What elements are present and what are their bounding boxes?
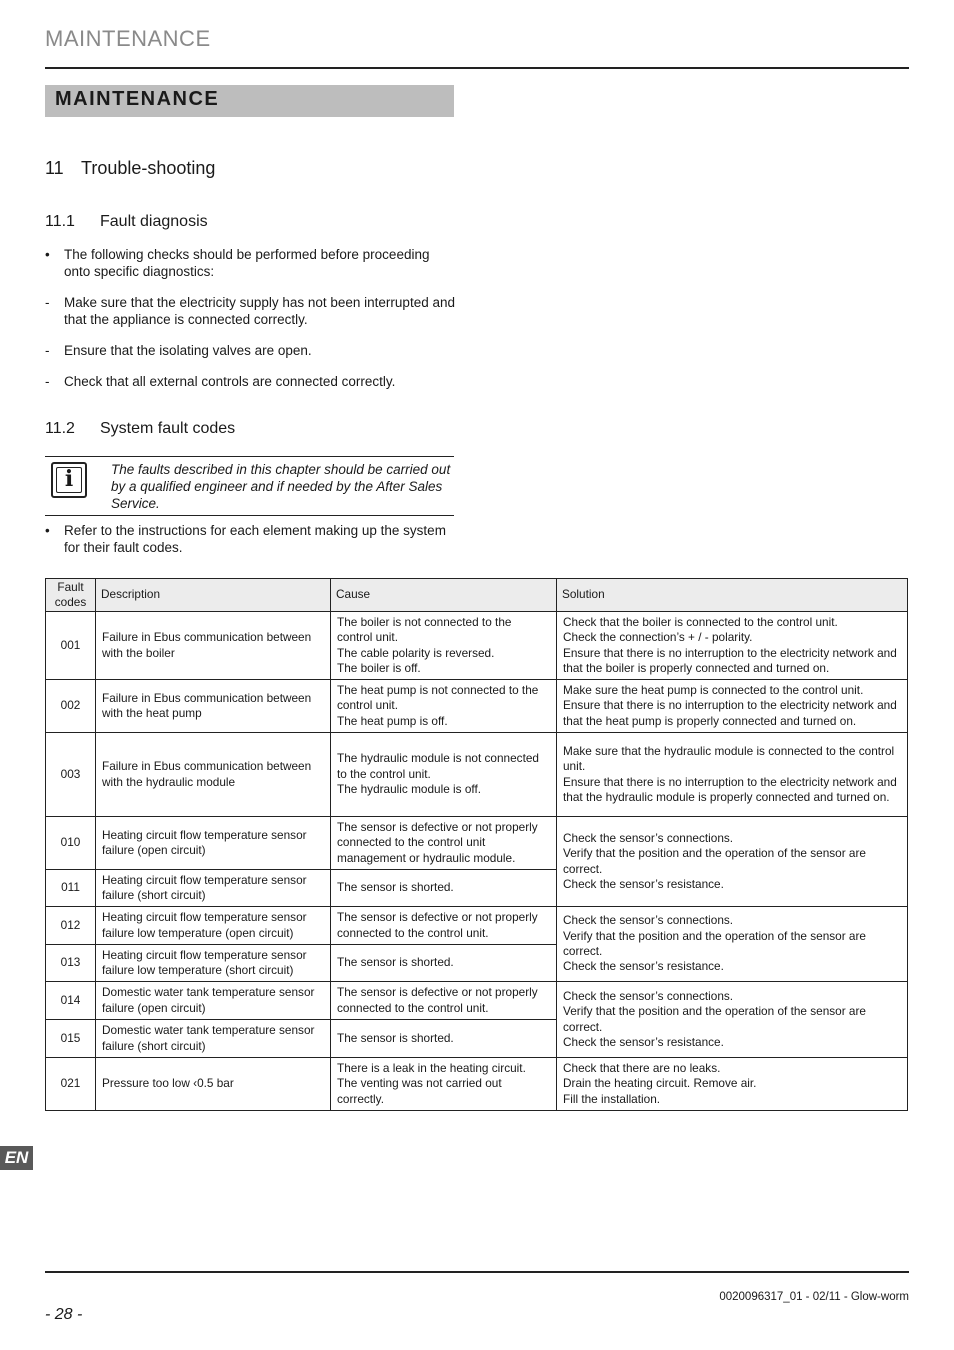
solution-cell: Make sure that the hydraulic module is connected to the control unit. Ensure that there is no interruption to the electricity network and that the hydraulic module is properly connected and turned on.: [557, 733, 908, 817]
solution-cell: Make sure the heat pump is connected to the control unit. Ensure that there is no interruption to the electricity network and that the heat pump is properly connected and turned on.: [557, 680, 908, 733]
section-banner-text: MAINTENANCE: [55, 88, 220, 110]
solution-cell: Check the sensor’s connections. Verify that the position and the operation of the sensor are correct. Check the sensor’s resistance.: [557, 982, 908, 1058]
info-icon-glyph: i: [64, 466, 74, 492]
section-heading: [45, 158, 215, 179]
solution-cell: Check that the boiler is connected to the control unit. Check the connection’s + / - polarity. Ensure that there is no interruption to the electricity network and that the boiler is properly connected and turned on.: [557, 612, 908, 680]
cause-cell: There is a leak in the heating circuit. The venting was not carried out correctly.: [331, 1058, 557, 1111]
dash-mark: -: [45, 374, 50, 389]
table-row: [46, 680, 908, 733]
fault-code-cell: 013: [46, 945, 96, 982]
cause-cell: The sensor is shorted.: [331, 1020, 557, 1058]
subsection-heading-fault-diagnosis: [45, 213, 208, 231]
list-item-text: Ensure that the isolating valves are open.: [64, 343, 312, 358]
fault-code-cell: 003: [46, 733, 96, 817]
section-banner: [45, 85, 454, 117]
list-item: [45, 294, 455, 328]
table-row: [46, 733, 908, 817]
table-row: [46, 612, 908, 680]
description-cell: Domestic water tank temperature sensor failure (short circuit): [96, 1020, 331, 1058]
list-item: [45, 342, 455, 359]
dash-mark: -: [45, 343, 50, 358]
column-header-description: Description: [96, 579, 331, 612]
running-title: MAINTENANCE: [45, 26, 211, 51]
list-item-text: Check that all external controls are connected correctly.: [64, 374, 396, 389]
bullet-mark: •: [45, 247, 50, 262]
solution-cell: Check the sensor’s connections. Verify that the position and the operation of the sensor are correct. Check the sensor’s resistance.: [557, 817, 908, 907]
cause-cell: The sensor is shorted.: [331, 870, 557, 907]
fault-code-cell: 014: [46, 982, 96, 1020]
description-cell: Heating circuit flow temperature sensor failure (short circuit): [96, 870, 331, 907]
bullet-mark: •: [45, 523, 50, 538]
column-header-cause: Cause: [331, 579, 557, 612]
table-row: [46, 1058, 908, 1111]
description-cell: Heating circuit flow temperature sensor failure low temperature (short circuit): [96, 945, 331, 982]
footer-rule: [45, 1271, 909, 1273]
description-cell: Heating circuit flow temperature sensor failure (open circuit): [96, 817, 331, 870]
section-title: Trouble-shooting: [81, 158, 216, 178]
cause-cell: The sensor is defective or not properly connected to the control unit.: [331, 982, 557, 1020]
list-item: [45, 522, 455, 556]
list-item: [45, 246, 455, 280]
header-rule: [45, 67, 909, 69]
fault-code-cell: 010: [46, 817, 96, 870]
language-tab: EN: [0, 1146, 33, 1170]
fault-code-cell: 011: [46, 870, 96, 907]
list-item-text: Make sure that the electricity supply has not been interrupted and that the appliance is connected correctly.: [64, 295, 455, 327]
notice-text: The faults described in this chapter should be carried out by a qualified engineer and if needed by the After Sales Service.: [111, 462, 451, 511]
description-cell: Failure in Ebus communication between with the heat pump: [96, 680, 331, 733]
table-row: [46, 982, 908, 1020]
description-cell: Failure in Ebus communication between with the hydraulic module: [96, 733, 331, 817]
description-cell: Pressure too low ‹0.5 bar: [96, 1058, 331, 1111]
cause-cell: The heat pump is not connected to the control unit. The heat pump is off.: [331, 680, 557, 733]
cause-cell: The sensor is shorted.: [331, 945, 557, 982]
table-row: [46, 817, 908, 870]
document-reference: 0020096317_01 - 02/11 - Glow-worm: [719, 1291, 909, 1303]
description-cell: Domestic water tank temperature sensor failure (open circuit): [96, 982, 331, 1020]
section-number: 11: [45, 158, 64, 178]
dash-mark: -: [45, 295, 50, 310]
fault-code-cell: 021: [46, 1058, 96, 1111]
solution-cell: Check that there are no leaks. Drain the heating circuit. Remove air. Fill the installation.: [557, 1058, 908, 1111]
cause-cell: The hydraulic module is not connected to the control unit. The hydraulic module is off.: [331, 733, 557, 817]
description-cell: Failure in Ebus communication between with the boiler: [96, 612, 331, 680]
subsection-number: 11.2: [45, 420, 75, 437]
list-item-text: The following checks should be performed before proceeding onto specific diagnostics:: [64, 247, 430, 279]
fault-code-cell: 002: [46, 680, 96, 733]
fault-code-cell: 012: [46, 907, 96, 945]
column-header-fault-codes: Fault codes: [46, 579, 96, 612]
subsection-title: Fault diagnosis: [100, 213, 208, 230]
info-icon: [51, 462, 87, 498]
table-header-row: [46, 579, 908, 612]
info-notice: [45, 456, 454, 516]
description-cell: Heating circuit flow temperature sensor failure low temperature (open circuit): [96, 907, 331, 945]
subsection-heading-fault-codes: [45, 420, 235, 438]
fault-code-cell: 015: [46, 1020, 96, 1058]
list-item: [45, 373, 455, 390]
cause-cell: The boiler is not connected to the control unit. The cable polarity is reversed. The boiler is off.: [331, 612, 557, 680]
cause-cell: The sensor is defective or not properly connected to the control unit management or hydraulic module.: [331, 817, 557, 870]
page-number: - 28 -: [45, 1306, 83, 1323]
fault-code-table: [45, 578, 908, 1111]
cause-cell: The sensor is defective or not properly connected to the control unit.: [331, 907, 557, 945]
subsection-title: System fault codes: [100, 420, 236, 437]
solution-cell: Check the sensor’s connections. Verify that the position and the operation of the sensor are correct. Check the sensor’s resistance.: [557, 907, 908, 982]
fault-code-cell: 001: [46, 612, 96, 680]
subsection-number: 11.1: [45, 213, 75, 230]
list-item-text: Refer to the instructions for each element making up the system for their fault codes.: [64, 523, 446, 555]
table-row: [46, 907, 908, 945]
column-header-solution: Solution: [557, 579, 908, 612]
